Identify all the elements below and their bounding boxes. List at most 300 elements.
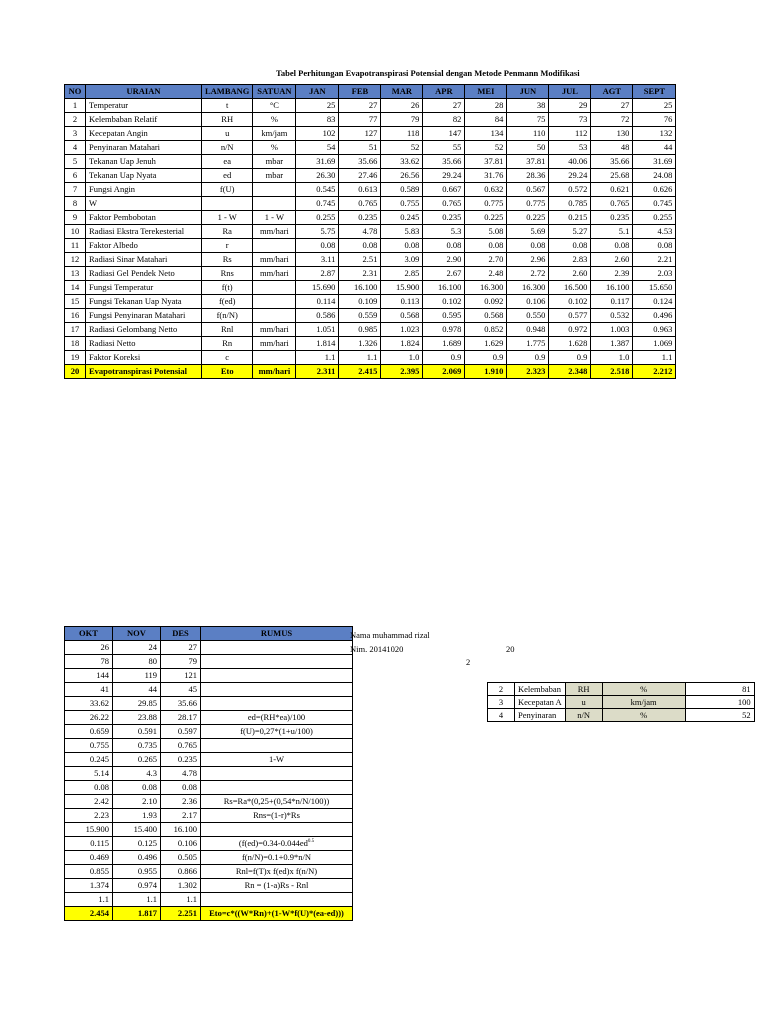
table-cell: 73 xyxy=(549,113,591,127)
table-cell: 0.735 xyxy=(113,739,161,753)
table-cell: 1.689 xyxy=(423,337,465,351)
table-cell: 1.629 xyxy=(465,337,507,351)
table-cell: 1 xyxy=(65,99,86,113)
table-cell: 0.745 xyxy=(633,197,676,211)
table-cell: 2.42 xyxy=(65,795,113,809)
table-cell: 0.765 xyxy=(591,197,633,211)
table-cell: 28 xyxy=(465,99,507,113)
table-cell: 1.374 xyxy=(65,879,113,893)
table-cell: 0.08 xyxy=(591,239,633,253)
table-row xyxy=(65,851,353,865)
table-cell: 2.415 xyxy=(339,365,381,379)
name-label: Nama muhammad rizal xyxy=(350,630,430,640)
table-cell: 0.08 xyxy=(423,239,465,253)
table-cell: 52 xyxy=(381,141,423,155)
table-cell: Kecepatan Angin xyxy=(86,127,202,141)
table-cell: 0.215 xyxy=(549,211,591,225)
table-cell: 52 xyxy=(465,141,507,155)
table-row xyxy=(65,295,676,309)
table-cell: 1.628 xyxy=(549,337,591,351)
table-cell: 0.755 xyxy=(381,197,423,211)
table-row xyxy=(65,225,676,239)
table-cell: Radiasi Ekstra Terekesterial xyxy=(86,225,202,239)
table-cell: 112 xyxy=(549,127,591,141)
table-cell: 33.62 xyxy=(381,155,423,169)
table-cell: 10 xyxy=(65,225,86,239)
table-title: Tabel Perhitungan Evapotranspirasi Potensial dengan Metode Penmann Modifikasi xyxy=(276,68,580,78)
table-cell: 2.72 xyxy=(507,267,549,281)
table-cell: 2.454 xyxy=(65,907,113,921)
table-cell: 0.114 xyxy=(296,295,339,309)
table-cell: 2.60 xyxy=(549,267,591,281)
table-cell: Tekanan Uap Jenuh xyxy=(86,155,202,169)
table-cell: 0.102 xyxy=(549,295,591,309)
table-cell: 0.124 xyxy=(633,295,676,309)
table-cell: 0.550 xyxy=(507,309,549,323)
table-cell: 134 xyxy=(465,127,507,141)
table-cell: 75 xyxy=(507,113,549,127)
table-row xyxy=(65,753,353,767)
table-cell: f(t) xyxy=(202,281,253,295)
table-cell: 0.08 xyxy=(161,781,201,795)
table-cell: 2.23 xyxy=(65,809,113,823)
table-cell: 0.225 xyxy=(507,211,549,225)
table-cell: 0.469 xyxy=(65,851,113,865)
table-cell: 0.106 xyxy=(507,295,549,309)
table-cell: 1.0 xyxy=(381,351,423,365)
table-cell: °C xyxy=(253,99,296,113)
table-cell: 1.1 xyxy=(339,351,381,365)
table-cell: mm/hari xyxy=(253,253,296,267)
table-cell: Radiasi Gelombang Netto xyxy=(86,323,202,337)
table-cell: c xyxy=(202,351,253,365)
table-cell: t xyxy=(202,99,253,113)
table-cell: 0.866 xyxy=(161,865,201,879)
table-cell: 2.85 xyxy=(381,267,423,281)
table-cell: 0.568 xyxy=(465,309,507,323)
table-cell: 79 xyxy=(161,655,201,669)
table-cell: Radiasi Netto xyxy=(86,337,202,351)
table-cell: 78 xyxy=(65,655,113,669)
table-cell: 0.765 xyxy=(161,739,201,753)
table-cell: 0.775 xyxy=(507,197,549,211)
table-cell: mm/hari xyxy=(253,225,296,239)
table-cell: 0.235 xyxy=(339,211,381,225)
table-cell: 35.66 xyxy=(339,155,381,169)
table-cell: 0.115 xyxy=(65,837,113,851)
nim-label: Nim. 20141020 xyxy=(350,644,404,654)
table-cell: 0.985 xyxy=(339,323,381,337)
table-cell: 0.765 xyxy=(423,197,465,211)
table-cell: f(n/N) xyxy=(202,309,253,323)
column-header: URAIAN xyxy=(86,85,202,99)
table-cell: mbar xyxy=(253,169,296,183)
table-cell: 5.75 xyxy=(296,225,339,239)
table-cell: 0.08 xyxy=(633,239,676,253)
table-cell: 14 xyxy=(65,281,86,295)
table-cell: 12 xyxy=(65,253,86,267)
table-cell: 20 xyxy=(65,365,86,379)
table-cell: 28.36 xyxy=(507,169,549,183)
formula-cell xyxy=(201,669,353,683)
table-cell: 0.092 xyxy=(465,295,507,309)
table-cell: 0.08 xyxy=(465,239,507,253)
column-header: DES xyxy=(161,627,201,641)
table-cell: 5 xyxy=(65,155,86,169)
table-cell: 5.27 xyxy=(549,225,591,239)
table-cell: n/N xyxy=(202,141,253,155)
table-cell: 1.824 xyxy=(381,337,423,351)
table-cell: 16.100 xyxy=(339,281,381,295)
table-cell: 27.46 xyxy=(339,169,381,183)
table-cell: u xyxy=(202,127,253,141)
table-cell: mm/hari xyxy=(253,337,296,351)
table-cell: 0.568 xyxy=(381,309,423,323)
table-row xyxy=(65,781,353,795)
table-cell: 5.08 xyxy=(465,225,507,239)
table-cell: r xyxy=(202,239,253,253)
table-cell: 2 xyxy=(65,113,86,127)
table-cell: 2.70 xyxy=(465,253,507,267)
table-cell: Faktor Pembobotan xyxy=(86,211,202,225)
table-cell: 27 xyxy=(339,99,381,113)
table-cell: 2.60 xyxy=(591,253,633,267)
table-cell: 1.302 xyxy=(161,879,201,893)
table-row xyxy=(65,197,676,211)
formula-cell xyxy=(201,655,353,669)
table-cell: Kelembaban xyxy=(515,683,566,696)
table-cell: 2.51 xyxy=(339,253,381,267)
table-cell: 1.1 xyxy=(161,893,201,907)
formula-cell xyxy=(201,641,353,655)
table-cell: 1.0 xyxy=(591,351,633,365)
column-header: NOV xyxy=(113,627,161,641)
table-row xyxy=(65,725,353,739)
table-cell: 0.632 xyxy=(465,183,507,197)
table-cell: 2.83 xyxy=(549,253,591,267)
table-cell: 29 xyxy=(549,99,591,113)
table-cell: 2.17 xyxy=(161,809,201,823)
table-cell: 0.785 xyxy=(549,197,591,211)
table-cell: 127 xyxy=(339,127,381,141)
table-cell: 1.1 xyxy=(113,893,161,907)
table-cell: 79 xyxy=(381,113,423,127)
table-cell xyxy=(253,197,296,211)
column-header: JUL xyxy=(549,85,591,99)
table-row xyxy=(65,893,353,907)
table-cell: 16.300 xyxy=(465,281,507,295)
table-cell: 35.66 xyxy=(423,155,465,169)
table-row xyxy=(65,281,676,295)
column-header: JAN xyxy=(296,85,339,99)
table-cell: 2.31 xyxy=(339,267,381,281)
formula-cell xyxy=(201,683,353,697)
table-cell: 0.235 xyxy=(423,211,465,225)
table-cell: % xyxy=(602,683,685,696)
table-cell: 100 xyxy=(685,696,754,709)
formula-cell xyxy=(201,893,353,907)
table-cell: 24 xyxy=(113,641,161,655)
formula-cell: f(n/N)=0.1+0.9*n/N xyxy=(201,851,353,865)
table-cell: 0.235 xyxy=(591,211,633,225)
table-cell: 15.650 xyxy=(633,281,676,295)
table-row xyxy=(488,683,755,696)
table-cell: 84 xyxy=(465,113,507,127)
table-cell: 17 xyxy=(65,323,86,337)
table-cell: 0.963 xyxy=(633,323,676,337)
table-cell: 31.69 xyxy=(296,155,339,169)
table-row xyxy=(65,351,676,365)
table-row xyxy=(65,655,353,669)
table-row xyxy=(65,879,353,893)
table-cell: 1.1 xyxy=(65,893,113,907)
table-cell: 72 xyxy=(591,113,633,127)
table-cell: 132 xyxy=(633,127,676,141)
table-cell: 7 xyxy=(65,183,86,197)
table-cell: 3.09 xyxy=(381,253,423,267)
table-cell: % xyxy=(253,113,296,127)
table-cell: W xyxy=(86,197,202,211)
table-cell: 4.53 xyxy=(633,225,676,239)
table-cell: 1.1 xyxy=(296,351,339,365)
table-cell xyxy=(253,295,296,309)
table-cell: 11 xyxy=(65,239,86,253)
column-header: LAMBANG xyxy=(202,85,253,99)
formula-cell: Rn = (1-a)Rs - Rnl xyxy=(201,879,353,893)
table-cell: 2.311 xyxy=(296,365,339,379)
table-cell: 0.255 xyxy=(633,211,676,225)
table-cell: Kecepatan A xyxy=(515,696,566,709)
table-cell: 0.852 xyxy=(465,323,507,337)
table-cell: 33.62 xyxy=(65,697,113,711)
table-cell: 0.125 xyxy=(113,837,161,851)
table-row xyxy=(65,837,353,851)
table-row xyxy=(65,253,676,267)
table-cell: Ra xyxy=(202,225,253,239)
table-cell: 41 xyxy=(65,683,113,697)
table-cell: 0.9 xyxy=(423,351,465,365)
table-cell: 0.235 xyxy=(161,753,201,767)
table-cell: 2.10 xyxy=(113,795,161,809)
table-cell: 8 xyxy=(65,197,86,211)
table-row xyxy=(65,113,676,127)
table-cell: 26.30 xyxy=(296,169,339,183)
table-cell: Tekanan Uap Nyata xyxy=(86,169,202,183)
table-cell: 0.567 xyxy=(507,183,549,197)
table-cell: 0.245 xyxy=(381,211,423,225)
table-cell: Rs xyxy=(202,253,253,267)
table-row xyxy=(65,907,353,921)
table-cell: 24.08 xyxy=(633,169,676,183)
table-cell: Fungsi Temperatur xyxy=(86,281,202,295)
table-cell: 50 xyxy=(507,141,549,155)
table-row xyxy=(65,267,676,281)
table-cell: 3 xyxy=(65,127,86,141)
table-row xyxy=(65,309,676,323)
table-cell: 19 xyxy=(65,351,86,365)
table-row xyxy=(65,767,353,781)
table-cell: 0.775 xyxy=(465,197,507,211)
table-cell: 0.245 xyxy=(65,753,113,767)
table-cell: 38 xyxy=(507,99,549,113)
table-cell: 0.978 xyxy=(423,323,465,337)
formula-cell: ($f(ed)=0.34-0.044ed^{0.5}$ xyxy=(201,837,353,851)
table-cell: 0.577 xyxy=(549,309,591,323)
table-cell: Temperatur xyxy=(86,99,202,113)
table-cell: 0.595 xyxy=(423,309,465,323)
table-cell: 2.36 xyxy=(161,795,201,809)
table-cell: 4.3 xyxy=(113,767,161,781)
table-cell: 80 xyxy=(113,655,161,669)
table-cell: 144 xyxy=(65,669,113,683)
formula-cell xyxy=(201,823,353,837)
table-cell: 25.68 xyxy=(591,169,633,183)
table-cell: 0.08 xyxy=(507,239,549,253)
table-cell: 0.08 xyxy=(65,781,113,795)
table-cell: Penyinaran xyxy=(515,709,566,722)
table-row xyxy=(65,169,676,183)
side-table xyxy=(487,682,755,722)
table-cell: RH xyxy=(202,113,253,127)
table-cell: 25 xyxy=(633,99,676,113)
table-cell: 1.069 xyxy=(633,337,676,351)
table-cell: 4.78 xyxy=(339,225,381,239)
table-row xyxy=(65,641,353,655)
table-cell: Radiasi Gel Pendek Neto xyxy=(86,267,202,281)
table-cell: 1.775 xyxy=(507,337,549,351)
table-cell: 5.1 xyxy=(591,225,633,239)
second-table-header xyxy=(65,627,353,641)
table-cell: 2.395 xyxy=(381,365,423,379)
table-cell: Rn xyxy=(202,337,253,351)
formula-cell: 1-W xyxy=(201,753,353,767)
table-cell: 18 xyxy=(65,337,86,351)
table-cell: 15.400 xyxy=(113,823,161,837)
table-cell: 0.532 xyxy=(591,309,633,323)
table-cell: f(ed) xyxy=(202,295,253,309)
column-header: JUN xyxy=(507,85,549,99)
table-cell: 13 xyxy=(65,267,86,281)
table-cell: 37.81 xyxy=(465,155,507,169)
table-cell: 0.545 xyxy=(296,183,339,197)
table-cell: ed xyxy=(202,169,253,183)
note-20: 20 xyxy=(506,644,515,654)
table-cell: 0.505 xyxy=(161,851,201,865)
table-cell: Penyinaran Matahari xyxy=(86,141,202,155)
table-cell: 25 xyxy=(296,99,339,113)
table-cell: 1.910 xyxy=(465,365,507,379)
table-cell: 3.11 xyxy=(296,253,339,267)
table-row xyxy=(65,99,676,113)
table-cell: 2.518 xyxy=(591,365,633,379)
table-cell: 0.621 xyxy=(591,183,633,197)
table-cell: 0.9 xyxy=(549,351,591,365)
table-row xyxy=(488,709,755,722)
table-row xyxy=(65,865,353,879)
table-cell: 0.225 xyxy=(465,211,507,225)
table-cell: Eto xyxy=(202,365,253,379)
table-cell: 1 - W xyxy=(202,211,253,225)
table-cell: 29.85 xyxy=(113,697,161,711)
formula-cell xyxy=(201,739,353,753)
column-header: MAR xyxy=(381,85,423,99)
table-cell: 1.326 xyxy=(339,337,381,351)
table-cell: Evapotranspirasi Potensial xyxy=(86,365,202,379)
table-cell: 0.955 xyxy=(113,865,161,879)
table-cell: 77 xyxy=(339,113,381,127)
table-cell: 119 xyxy=(113,669,161,683)
table-cell: 0.626 xyxy=(633,183,676,197)
table-cell: 23.88 xyxy=(113,711,161,725)
table-cell: n/N xyxy=(565,709,602,722)
table-row xyxy=(65,809,353,823)
table-cell: 1 - W xyxy=(253,211,296,225)
table-cell: 2 xyxy=(488,683,515,696)
table-cell: 55 xyxy=(423,141,465,155)
table-cell: 0.948 xyxy=(507,323,549,337)
table-cell: 37.81 xyxy=(507,155,549,169)
table-cell: 82 xyxy=(423,113,465,127)
table-cell: 118 xyxy=(381,127,423,141)
table-cell: 15 xyxy=(65,295,86,309)
table-cell: 0.496 xyxy=(113,851,161,865)
table-cell: 0.659 xyxy=(65,725,113,739)
table-cell: 0.597 xyxy=(161,725,201,739)
formula-cell xyxy=(201,697,353,711)
column-header: FEB xyxy=(339,85,381,99)
table-row xyxy=(65,337,676,351)
table-cell: 0.9 xyxy=(465,351,507,365)
table-row xyxy=(65,141,676,155)
table-cell: 0.972 xyxy=(549,323,591,337)
table-cell: 51 xyxy=(339,141,381,155)
table-cell: 0.08 xyxy=(549,239,591,253)
table-cell xyxy=(253,281,296,295)
table-cell: 1.387 xyxy=(591,337,633,351)
table-cell: 2.323 xyxy=(507,365,549,379)
table-cell: mbar xyxy=(253,155,296,169)
table-cell: Radiasi Sinar Matahari xyxy=(86,253,202,267)
column-header: AGT xyxy=(591,85,633,99)
table-cell: 52 xyxy=(685,709,754,722)
table-cell: 26 xyxy=(381,99,423,113)
table-cell: 2.348 xyxy=(549,365,591,379)
column-header: SEPT xyxy=(633,85,676,99)
table-cell: 16 xyxy=(65,309,86,323)
table-cell: 27 xyxy=(161,641,201,655)
table-cell: mm/hari xyxy=(253,365,296,379)
table-cell: 0.496 xyxy=(633,309,676,323)
table-cell: 53 xyxy=(549,141,591,155)
table-cell: km/jam xyxy=(602,696,685,709)
column-header: RUMUS xyxy=(201,627,353,641)
table-cell: f(U) xyxy=(202,183,253,197)
table-row xyxy=(65,365,676,379)
table-cell: 31.76 xyxy=(465,169,507,183)
table-cell: 45 xyxy=(161,683,201,697)
table-cell: 2.21 xyxy=(633,253,676,267)
formula-cell: Rns=(1-r)*Rs xyxy=(201,809,353,823)
column-header: OKT xyxy=(65,627,113,641)
table-cell: 0.613 xyxy=(339,183,381,197)
table-cell: 0.589 xyxy=(381,183,423,197)
table-cell: Faktor Albedo xyxy=(86,239,202,253)
table-cell: 0.106 xyxy=(161,837,201,851)
table-cell: 6 xyxy=(65,169,86,183)
table-cell: 0.572 xyxy=(549,183,591,197)
table-cell: 1.003 xyxy=(591,323,633,337)
table-cell: 0.559 xyxy=(339,309,381,323)
